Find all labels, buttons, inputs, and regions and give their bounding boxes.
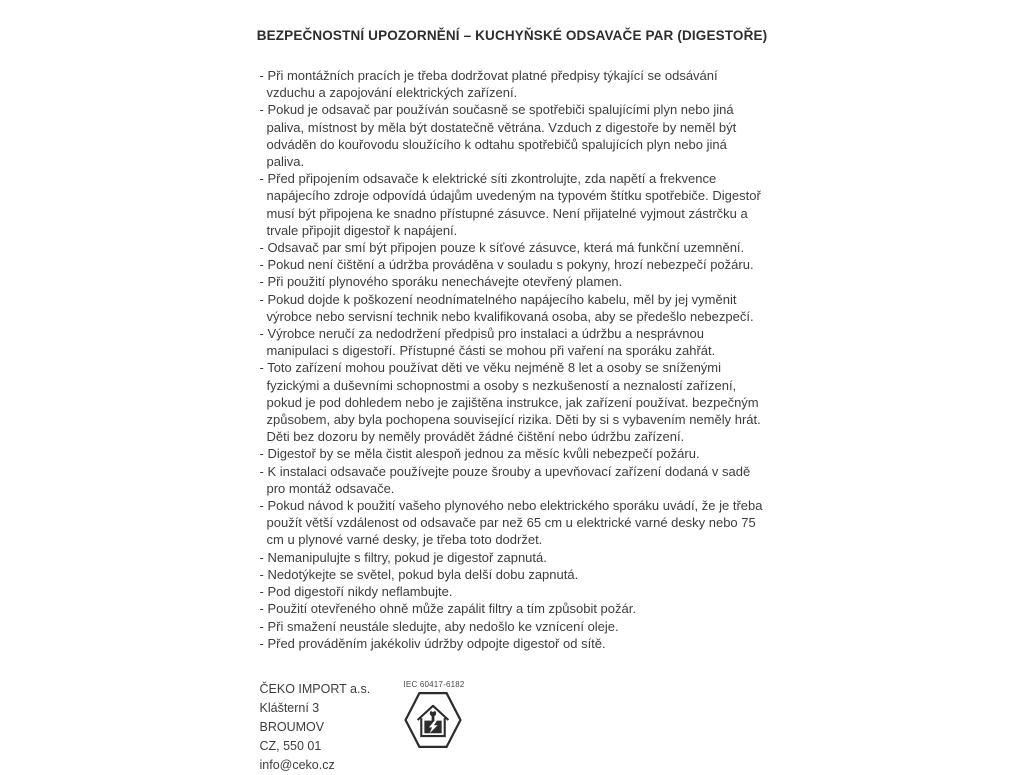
iec-6182-service-icon (402, 691, 464, 749)
warning-item: - Při použití plynového sporáku nenechávejte otevřený plamen. (259, 274, 623, 290)
warning-item: - Při montážních pracích je třeba dodržovat platné předpisy týkající se odsávání vzduchu a zapojování elektrických zařízení. (259, 68, 718, 101)
warning-item: - Před připojením odsavače k elektrické síti zkontrolujte, zda napětí a frekvence napájecího zdroje odpovídá údajům uvedeným na typovém štítku spotřebiče. Digestoř musí být připojena ke snadno přístupné zásuvce. Není přijatelné vyjmout zástrčku a trvale připojit digestoř k napájení. (259, 171, 761, 238)
company-address-line: CZ, 550 01 (259, 738, 322, 753)
warning-item: - Digestoř by se měla čistit alespoň jednou za měsíc kvůli nebezpečí požáru. (259, 446, 700, 462)
company-address-line: ČEKO IMPORT a.s. (259, 681, 371, 696)
warning-item: - Pod digestoří nikdy neflambujte. (259, 584, 453, 600)
certification-symbol-block (402, 680, 465, 749)
warning-item: - Pokud není čištění a údržba prováděna v souladu s pokyny, hrozí nebezpečí požáru. (259, 257, 754, 273)
warning-item: - Použití otevřeného ohně může zapálit filtry a tím způsobit požár. (259, 601, 636, 617)
warning-item: - Pokud návod k použití vašeho plynového nebo elektrického sporáku uvádí, že je třeba použít větší vzdálenost od odsavače par než 65 cm u elektrické varné desky nebo 75 cm u plynové varné desky, je třeba toto dodržet. (259, 498, 763, 548)
page-title: BEZPEČNOSTNÍ UPOZORNĚNÍ – KUCHYŇSKÉ ODSAVAČE PAR (DIGESTOŘE) (256, 28, 768, 43)
company-address-line: Klášterní 3 (259, 700, 320, 715)
warning-item: - Nedotýkejte se světel, pokud byla delší dobu zapnutá. (259, 566, 579, 582)
warning-item: - K instalaci odsavače používejte pouze šrouby a upevňovací zařízení dodaná v sadě pro montáž odsavače. (259, 463, 751, 496)
warning-list (260, 67, 765, 652)
warning-item: - Toto zařízení mohou používat děti ve věku nejméně 8 let a osoby se sníženými fyzickými a duševními schopnostmi a osoby s nezkušeností a neznalostí zařízení, pokud je pod dohledem nebo je zajištěna instrukce, jak zařízení používat. bezpečným způsobem, aby byla pochopena související rizika. Děti by si s vybavením neměly hrát. Děti bez dozoru by neměly provádět žádné čištění nebo údržbu zařízení. (259, 360, 761, 445)
warning-item: - Při smažení neustále sledujte, aby nedošlo ke vznícení oleje. (259, 618, 619, 634)
company-address-line: info@ceko.cz (259, 757, 335, 772)
warning-item: - Pokud je odsavač par používán současně se spotřebiči spalujícími plyn nebo jiná paliva, místnost by měla být dostatečně větrána. Vzduch z digestoře by neměl být odváděn do kouřovodu sloužícího k odtahu spotřebičů spalujících plyn nebo jiná paliva. (259, 102, 737, 170)
warning-item: - Výrobce neručí za nedodržení předpisů pro instalaci a údržbu a nesprávnou manipulaci s digestoří. Přístupné části se mohou při vaření na sporáku zahřát. (259, 326, 716, 359)
company-address-block (260, 680, 386, 775)
warning-item: - Pokud dojde k poškození neodnímatelného napájecího kabelu, měl by jej vyměnit výrobce nebo servisní technik nebo kvalifikovaná osoba, aby se předešlo nebezpečí. (259, 291, 754, 324)
warning-item: - Odsavač par smí být připojen pouze k síťové zásuvce, která má funkční uzemnění. (259, 240, 745, 256)
footer (260, 680, 765, 775)
company-address-line: BROUMOV (259, 719, 325, 734)
warning-item: - Nemanipulujte s filtry, pokud je digestoř zapnutá. (259, 549, 547, 565)
iec-symbol-label: IEC 60417-6182 (403, 679, 465, 689)
warning-item: - Před prováděním jakékoliv údržby odpojte digestoř od sítě. (259, 635, 606, 651)
